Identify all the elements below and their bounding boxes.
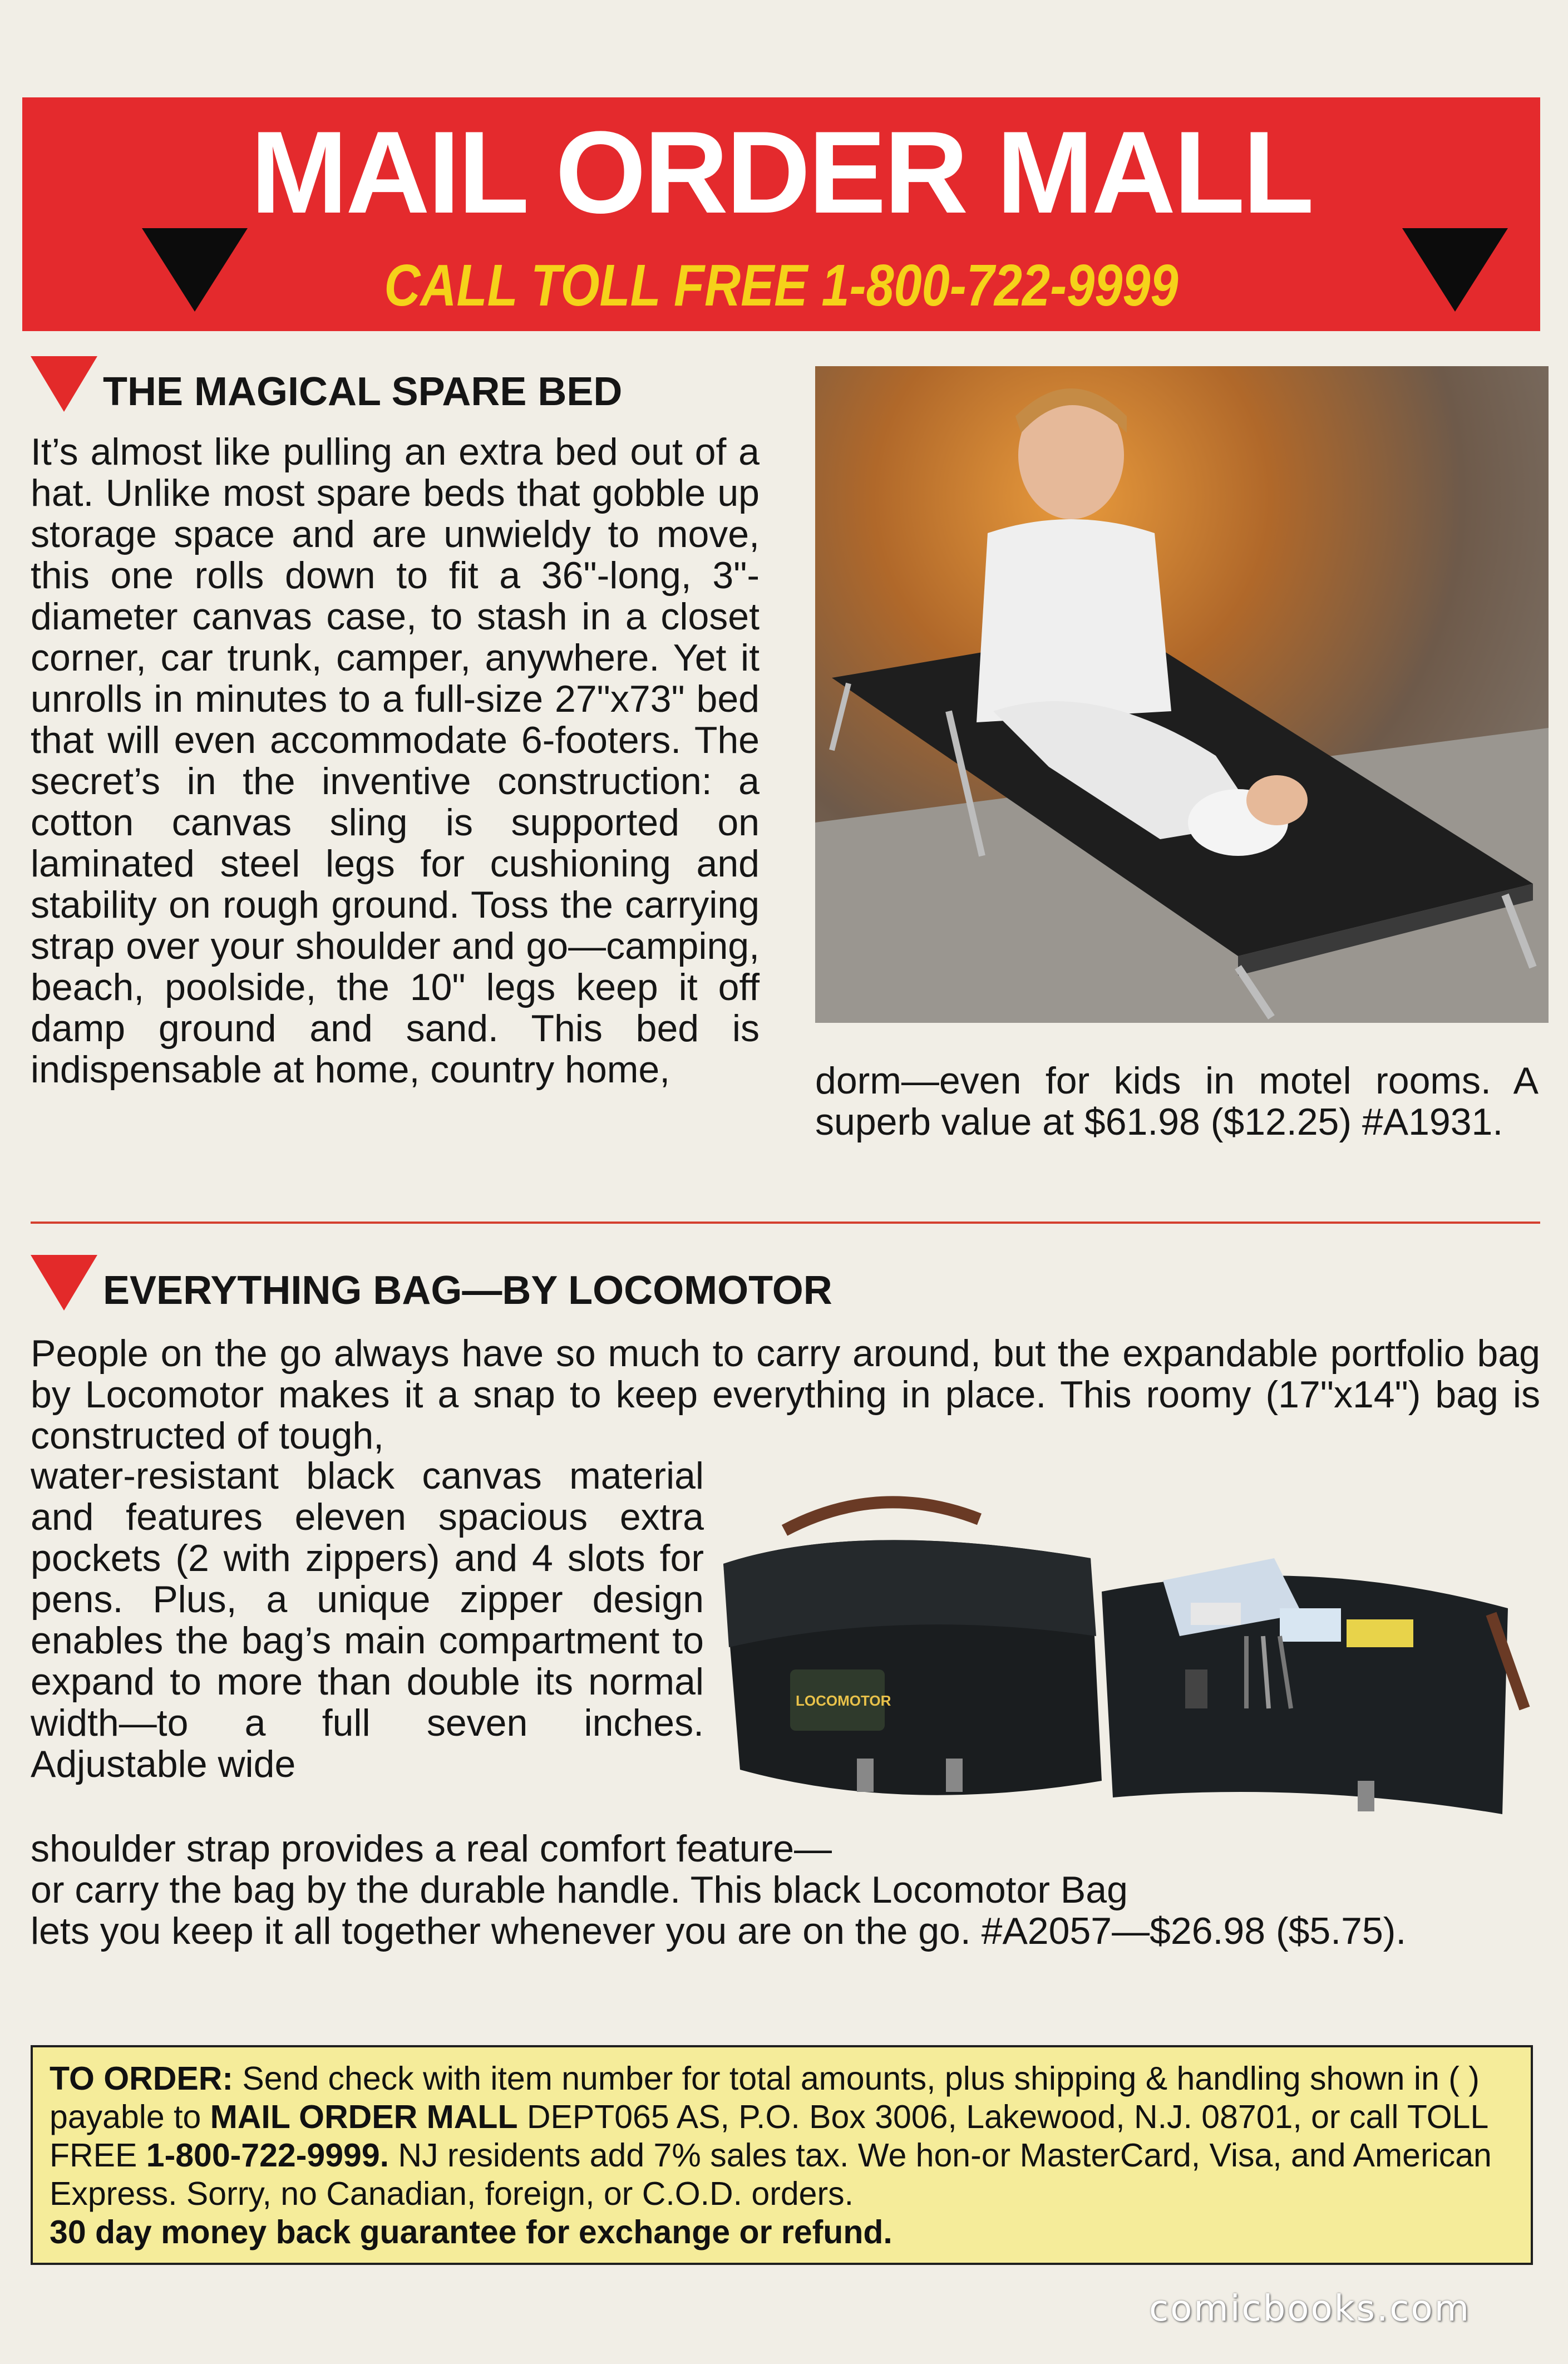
order-text: Send check with item number for total amounts, plus shipping & handling shown in ( ) payable to (50, 2060, 1480, 2135)
description-line: shoulder strap provides a real comfort feature— (31, 1828, 832, 1870)
description-line: lets you keep it all together whenever you are on the go. #A2057—$26.98 ($5.75). (31, 1910, 1407, 1952)
watermark: comicbooks.com (1149, 2288, 1471, 2329)
phone-subtitle: CALL TOLL FREE 1-800-722-9999 (384, 253, 1179, 318)
product-description: It’s almost like pulling an extra bed out of a hat. Unlike most spare beds that gobble up storage space and are unwieldy to move, this one rolls down to fit a 36"-long, 3"-diameter canvas case, to stash in a closet corner, car trunk, camper, anywhere. Yet it unrolls in minutes to a full-size 27"x73" bed that will even accommodate 6-footers. The secret’s in the inventive construction: a cotton canvas sling is supported on laminated steel legs for cushioning and stability on rough ground. Toss the carrying strap over your shoulder and go—camping, beach, poolside, the 10" legs keep it off damp ground and sand. This bed is indispensable at home, country home, (31, 431, 760, 1091)
triangle-down-icon (1402, 228, 1508, 312)
section-divider (31, 1222, 1540, 1224)
product-heading-bag (31, 1255, 832, 1311)
order-terms: NJ residents add 7% sales tax. We hon-or MasterCard, Visa, and American Express. Sorry, no Canadian, foreign, or C.O.D. orders. (50, 2137, 1492, 2212)
description-line: or carry the bag by the durable handle. This black Locomotor Bag (31, 1869, 1128, 1911)
red-triangle-icon (31, 1255, 97, 1311)
bag-illustration (690, 1469, 1536, 1831)
bag-logo-text: LOCOMOTOR (796, 1692, 891, 1709)
spare-bed-photo (815, 366, 1549, 1023)
order-address: , P.O. Box 3006, Lakewood, N.J. 08701, or call TOLL FREE (50, 2099, 1488, 2174)
order-instructions-box (31, 2045, 1533, 2265)
header-banner (22, 97, 1540, 331)
order-dept: DEPT065 AS (517, 2099, 721, 2135)
order-company: MAIL ORDER MALL (210, 2099, 518, 2135)
red-triangle-icon (31, 356, 97, 412)
page-title: MAIL ORDER MALL (250, 107, 1312, 238)
product-description-tail (31, 1828, 1540, 1952)
product-heading-label: THE MAGICAL SPARE BED (103, 370, 623, 414)
product-description-continued: dorm—even for kids in motel rooms. A superb value at $61.98 ($12.25) #A1931. (815, 1060, 1539, 1143)
locomotor-bag-photo (690, 1469, 1536, 1831)
order-phone: 1-800-722-9999. (146, 2137, 389, 2174)
product-description: People on the go always have so much to carry around, but the expandable portfolio bag by Locomotor makes it a snap to keep everything in place. This roomy (17"x14") bag is constructed of tough, (31, 1332, 1540, 1457)
product-heading-label: EVERYTHING BAG—BY LOCOMOTOR (103, 1268, 832, 1313)
spare-bed-illustration (815, 366, 1549, 1023)
product-description-column: water-resistant black canvas material and features eleven spacious extra pockets (2 with zippers) and 4 slots for pens. Plus, a unique zipper design enables the bag’s main compartment to expand to more than double its normal width—to a full seven inches. Adjustable wide (31, 1455, 704, 1785)
order-guarantee: 30 day money back guarantee for exchange or refund. (50, 2214, 893, 2250)
product-heading-bed (31, 356, 622, 412)
order-label: TO ORDER: (50, 2060, 233, 2097)
